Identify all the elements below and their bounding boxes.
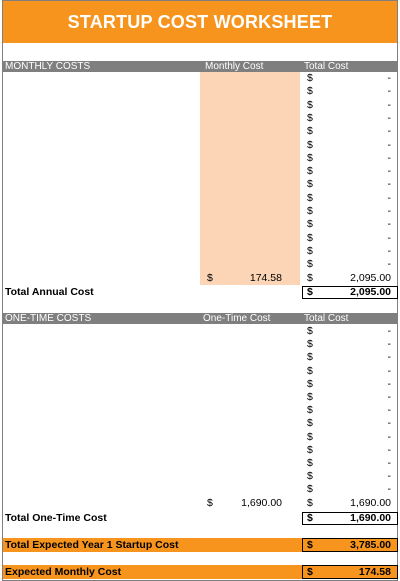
total-one-time-cost-label: Total One-Time Cost [5, 512, 107, 524]
total-one-time-cost-row [3, 512, 397, 525]
row-total-value: - [387, 364, 391, 377]
total-one-time-cost-currency: $ [307, 512, 313, 524]
row-total-value: 1,690.00 [350, 496, 391, 509]
expected-monthly-cost-bar [3, 565, 397, 579]
one-time-costs-header-label: ONE-TIME COSTS [5, 313, 92, 324]
startup-cost-worksheet [2, 0, 398, 581]
expected-monthly-cost-value: 174.58 [358, 566, 391, 578]
row-total-currency: $ [307, 496, 313, 509]
total-annual-cost-row [3, 286, 397, 299]
table-row [3, 483, 397, 496]
row-total-value: - [387, 111, 391, 124]
row-total-value: - [387, 338, 391, 351]
row-total-value: - [387, 205, 391, 217]
row-total-value: - [387, 325, 391, 337]
row-total-currency: $ [307, 138, 313, 151]
row-total-value: - [387, 258, 391, 271]
row-total-currency: $ [307, 430, 313, 443]
row-total-value: - [387, 191, 391, 204]
row-total-currency: $ [307, 351, 313, 364]
row-total-value: - [387, 138, 391, 151]
row-total-currency: $ [307, 258, 313, 271]
row-total-value: - [387, 218, 391, 231]
row-total-currency: $ [307, 470, 313, 483]
one-time-costs-header [3, 313, 397, 324]
one-time-total-cost-column-header: Total Cost [304, 313, 349, 324]
table-row [3, 218, 397, 231]
row-total-value: - [387, 244, 391, 257]
table-row [3, 431, 397, 444]
row-total-value: - [387, 351, 391, 364]
monthly-costs-header [3, 61, 397, 72]
table-row [3, 85, 397, 98]
total-startup-cost-bar [3, 538, 397, 552]
row-total-currency: $ [307, 483, 313, 496]
table-row [3, 165, 397, 178]
monthly-cost-column-header: Monthly Cost [205, 61, 264, 72]
row-total-value: - [387, 72, 391, 84]
row-total-value: - [387, 151, 391, 164]
row-total-currency: $ [307, 72, 313, 84]
table-row [3, 325, 397, 338]
row-total-currency: $ [307, 244, 313, 257]
table-row [3, 72, 397, 85]
row-total-currency: $ [307, 98, 313, 111]
total-startup-cost-label: Total Expected Year 1 Startup Cost [5, 539, 179, 551]
table-row [3, 470, 397, 483]
table-row [3, 404, 397, 417]
row-total-value: - [387, 125, 391, 138]
row-total-currency: $ [307, 364, 313, 377]
row-total-value: - [387, 404, 391, 417]
total-cost-column-header: Total Cost [304, 61, 349, 72]
row-total-currency: $ [307, 151, 313, 164]
table-row [3, 351, 397, 364]
table-row [3, 178, 397, 191]
row-total-value: - [387, 470, 391, 483]
row-total-value: - [387, 98, 391, 111]
row-total-currency: $ [307, 271, 313, 284]
table-row [3, 417, 397, 430]
row-total-value: - [387, 391, 391, 403]
row-total-currency: $ [307, 111, 313, 124]
row-total-currency: $ [307, 457, 313, 469]
row-total-value: - [387, 417, 391, 430]
table-row [3, 232, 397, 245]
row-total-value: - [387, 430, 391, 443]
row-total-currency: $ [307, 391, 313, 403]
row-total-currency: $ [307, 178, 313, 191]
row-total-value: - [387, 377, 391, 390]
table-row [3, 99, 397, 112]
total-annual-cost-label: Total Annual Cost [5, 286, 94, 298]
table-row [3, 391, 397, 404]
row-total-currency: $ [307, 338, 313, 351]
row-total-currency: $ [307, 377, 313, 390]
row-total-value: - [387, 443, 391, 456]
table-row [3, 444, 397, 457]
table-row [3, 152, 397, 165]
table-row [3, 365, 397, 378]
table-row [3, 497, 397, 510]
total-annual-cost-currency: $ [307, 286, 313, 298]
table-row [3, 258, 397, 271]
row-total-currency: $ [307, 325, 313, 337]
table-row [3, 338, 397, 351]
table-row [3, 192, 397, 205]
monthly-costs-header-label: MONTHLY COSTS [5, 61, 91, 72]
row-total-value: - [387, 178, 391, 191]
row-total-currency: $ [307, 85, 313, 98]
table-row [3, 139, 397, 152]
row-total-value: 2,095.00 [350, 271, 391, 284]
row-total-currency: $ [307, 443, 313, 456]
row-cost-currency: $ [207, 271, 213, 284]
expected-monthly-cost-currency: $ [307, 566, 313, 578]
row-total-currency: $ [307, 218, 313, 231]
table-row [3, 112, 397, 125]
row-total-value: - [387, 165, 391, 178]
row-total-currency: $ [307, 231, 313, 244]
row-cost-value: 174.58 [249, 271, 282, 284]
row-total-currency: $ [307, 205, 313, 217]
row-total-value: - [387, 231, 391, 244]
row-total-currency: $ [307, 404, 313, 417]
table-row [3, 125, 397, 138]
row-total-value: - [387, 457, 391, 469]
row-total-value: - [387, 483, 391, 496]
row-total-currency: $ [307, 165, 313, 178]
row-cost-value: 1,690.00 [241, 496, 282, 509]
expected-monthly-cost-label: Expected Monthly Cost [5, 566, 122, 578]
table-row [3, 205, 397, 218]
total-one-time-cost-value: 1,690.00 [350, 512, 391, 524]
row-total-value: - [387, 85, 391, 98]
one-time-cost-column-header: One-Time Cost [203, 313, 271, 324]
worksheet-title: STARTUP COST WORKSHEET [3, 1, 397, 43]
row-cost-currency: $ [207, 496, 213, 509]
total-startup-cost-value: 3,785.00 [350, 539, 391, 551]
table-row [3, 245, 397, 258]
row-total-currency: $ [307, 125, 313, 138]
table-row [3, 272, 397, 285]
total-annual-cost-value: 2,095.00 [350, 286, 391, 298]
table-row [3, 457, 397, 470]
total-startup-cost-currency: $ [307, 539, 313, 551]
table-row [3, 378, 397, 391]
row-total-currency: $ [307, 417, 313, 430]
row-total-currency: $ [307, 191, 313, 204]
